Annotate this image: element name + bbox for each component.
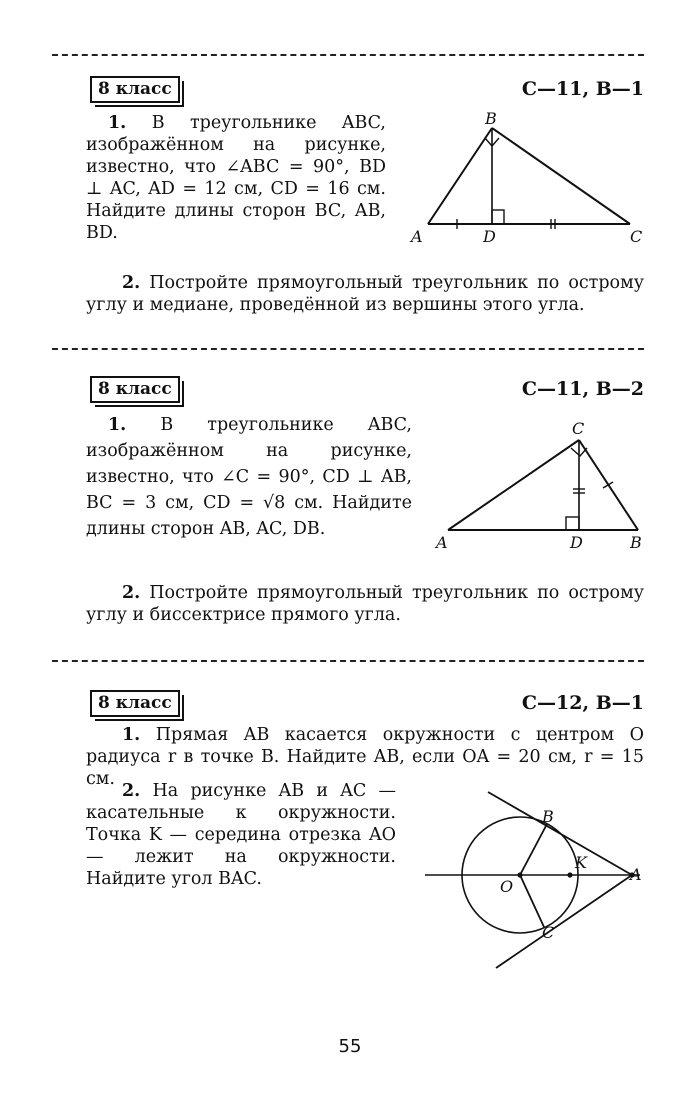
task-2 — [86, 582, 644, 626]
task-1 — [86, 112, 386, 244]
label-a: A — [630, 865, 642, 884]
label-o: O — [500, 877, 514, 896]
task-number: 2. — [122, 273, 141, 293]
label-b: B — [485, 109, 497, 128]
triangle-figure-1 — [405, 108, 650, 248]
label-k: K — [575, 853, 587, 872]
grade-badge: 8 класс — [90, 690, 180, 717]
label-b: B — [542, 807, 554, 826]
task-text: Постройте прямоугольный треугольник по острому углу и медиане, проведённой из вершины этого угла. — [86, 273, 644, 315]
task-text: В треугольнике ABC, изображённом на рисунке, известно, что ∠C = 90°, CD ⊥ AB, BC = 3 см, CD = √8 см. Найдите длины сторон AB, AC, DB. — [86, 415, 412, 539]
page-number: 55 — [338, 1036, 362, 1057]
task-number: 1. — [108, 113, 127, 133]
task-2 — [86, 272, 644, 316]
label-d: D — [483, 227, 496, 246]
task-number: 2. — [122, 781, 141, 801]
label-c: C — [542, 923, 555, 942]
circle-tangent-figure — [420, 782, 652, 970]
grade-badge: 8 класс — [90, 376, 180, 403]
separator-1 — [52, 54, 644, 56]
task-number: 2. — [122, 583, 141, 603]
grade-badge: 8 класс — [90, 76, 180, 103]
label-d: D — [570, 533, 583, 552]
separator-2 — [52, 348, 644, 350]
label-c: C — [572, 419, 585, 438]
variant-label: С—12, В—1 — [521, 692, 644, 714]
task-text: На рисунке AB и AC — касательные к окружности. Точка K — середина отрезка AO — лежит на окружности. Найдите угол BAC. — [86, 781, 396, 889]
task-text: Постройте прямоугольный треугольник по острому углу и биссектрисе прямого угла. — [86, 583, 644, 625]
task-number: 1. — [122, 725, 141, 745]
label-c: C — [630, 227, 643, 246]
task-number: 1. — [108, 415, 127, 435]
task-text: Прямая AB касается окружности с центром O радиуса r в точке B. Найдите AB, если OA = 20 см, r = 15 см. — [86, 725, 644, 789]
separator-3 — [52, 660, 644, 662]
variant-label: С—11, В—1 — [521, 78, 644, 100]
label-b: B — [630, 533, 642, 552]
task-2 — [86, 780, 396, 890]
task-text: В треугольнике ABC, изображённом на рисунке, известно, что ∠ABC = 90°, BD ⊥ AC, AD = 12 см, CD = 16 см. Найдите длины сторон BC, AB, BD. — [86, 113, 386, 243]
label-a: A — [436, 533, 448, 552]
variant-label: С—11, В—2 — [521, 378, 644, 400]
task-1 — [86, 412, 412, 542]
triangle-figure-2 — [430, 416, 655, 556]
label-a: A — [411, 227, 423, 246]
